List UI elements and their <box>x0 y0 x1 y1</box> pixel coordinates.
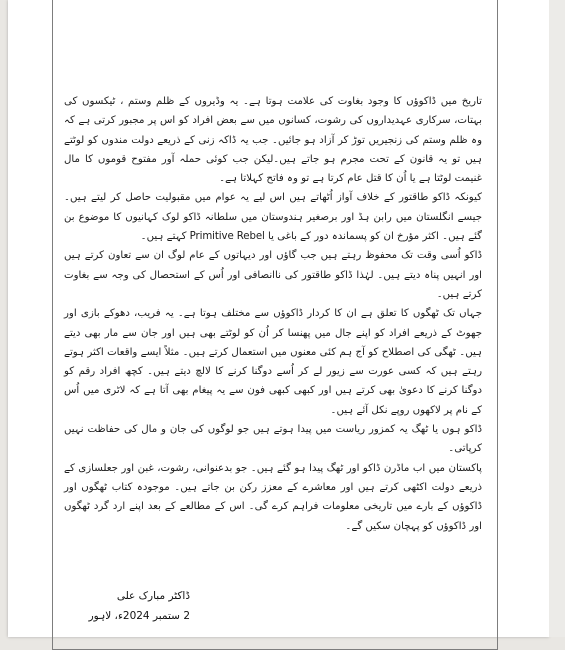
paragraph-thugs: جہاں تک ٹھگوں کا تعلق ہے ان کا کردار ڈاکوؤں سے مختلف ہوتا ہے۔ یہ فریب، دھوکے بازی اور جھوٹ کے ذریعے افراد کو اپنے جال میں پھنسا کر اُن کو لوٹتے بھی ہیں اور جان سے مار بھی دیتے ہیں۔ ٹھگی کی اصطلاح کو آج ہم کئی معنوں میں استعمال کرتے ہیں۔ مثلاً ایسے واقعات اکثر ہوتے رہتے ہیں کہ کسی عورت سے زیور لے کر اُسے دوگنا کرنے کا لالچ دیتے ہیں۔ کچھ افراد رقم کو دوگنا کرنے کا دعویٰ بھی کرتے ہیں اور کبھی کبھی فون سے یہ پیغام بھی آتا ہے کہ لاٹری میں اُس کے نام پر لاکھوں روپے نکل آئے ہیں۔ <box>64 308 482 416</box>
paragraph-weak-state: ڈاکو ہوں یا ٹھگ یہ کمزور ریاست میں پیدا ہوتے ہیں جو لوگوں کی جان و مال کی حفاظت نہیں کرپاتی۔ <box>64 424 482 455</box>
preface-body <box>64 92 482 536</box>
author-name: ڈاکٹر مبارک علی <box>116 590 190 602</box>
date-place: 2 ستمبر 2024ء، لاہور <box>88 610 190 622</box>
document-page <box>8 0 549 637</box>
paragraph-shelter: ڈاکو اُسی وقت تک محفوظ رہتے ہیں جب گاؤں اور دیہاتوں کے عام لوگ ان سے تعاون کرتے ہیں اور انہیں پناہ دیتے ہیں۔ لہٰذا ڈاکو طاقتور کی ناانصافی اور اُس کے استحصال کی وجہ سے بغاوت کرتے ہیں۔ <box>64 250 482 300</box>
paragraph-bandits-rebellion: تاریخ میں ڈاکوؤں کا وجود بغاوت کی علامت ہوتا ہے۔ یہ وڈیروں کے ظلم وستم ، ٹیکسوں کی بہتات، سرکاری عہدیداروں کی رشوت، کسانوں میں سے بعض افراد کو اس پر مجبور کرتی ہے کہ وہ ظلم وستم کی زنجیریں توڑ کر آزاد ہو جائیں۔ جب یہ ڈاکہ زنی کے ذریعے دولت مندوں کو لوٹتے ہیں تو یہ قانون کے تحت مجرم ہو جاتے ہیں۔لیکن جب کوئی حملہ آور مفتوح قوموں کا مال غنیمت لوٹتا ہے یا اُن کا قتل عام کرتا ہے تو وہ فاتح کہلاتا ہے۔ <box>64 96 482 185</box>
paragraph-popularity: کیونکہ ڈاکو طاقتور کے خلاف آواز اُٹھاتے ہیں اس لیے یہ عوام میں مقبولیت حاصل کر لیتے ہیں۔ جیسے انگلستان میں رابن ہڈ اور برصغیر ہندوستان میں سلطانہ ڈاکو لوک کہانیوں کا موضوع بن گئے ہیں۔ اکثر مؤرخ ان کو پسماندہ دور کے باغی یا Primitive Rebel کہتے ہیں۔ <box>64 192 482 243</box>
viewer-scroll-strip[interactable] <box>549 0 565 637</box>
signature-block <box>70 590 190 630</box>
paragraph-modern-pakistan: پاکستان میں اب ماڈرن ڈاکو اور ٹھگ پیدا ہو گئے ہیں۔ جو بدعنوانی، رشوت، غبن اور جعلسازی کے ذریعے دولت اکٹھی کرتے ہیں اور معاشرے کے معزز رکن بن جاتے ہیں۔ موجودہ کتاب ٹھگوں اور ڈاکوؤں کے بارے میں تاریخی معلومات فراہم کرے گی۔ اس کے مطالعے کے بعد اپنے ارد گرد ٹھگوں اور ڈاکوؤں کو پہچان سکیں گے۔ <box>64 462 482 532</box>
